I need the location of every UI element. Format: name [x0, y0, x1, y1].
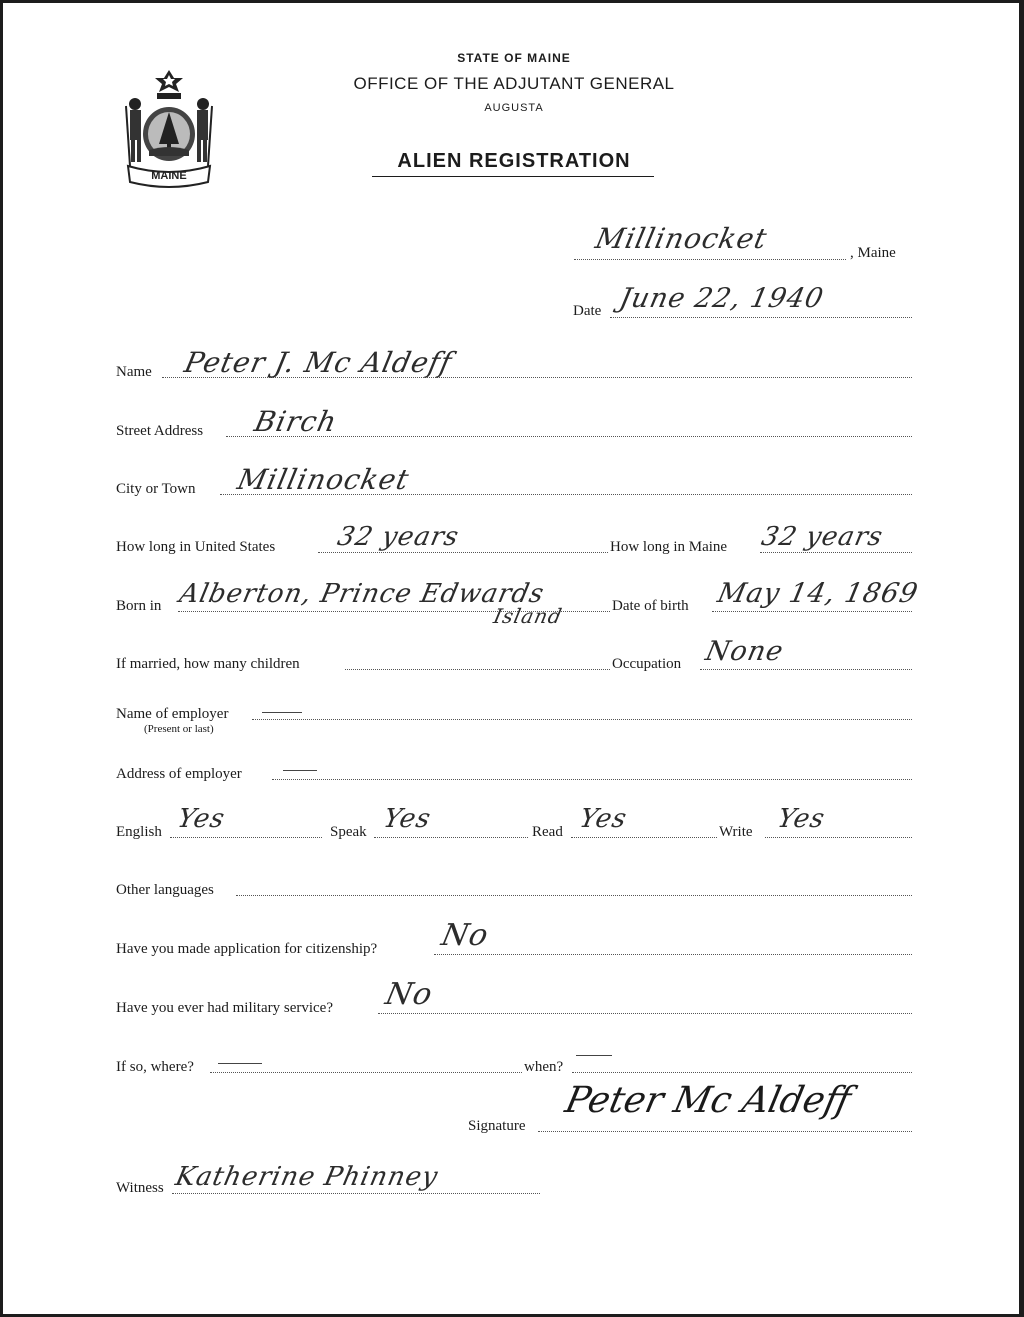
birth-date-field-line: [712, 611, 912, 612]
write-field-line: [765, 837, 912, 838]
name-value: Peter J. Mc Aldeff: [181, 346, 456, 379]
english-label: English: [116, 824, 162, 840]
speak-value: Yes: [380, 804, 434, 834]
employer-name-field-line: [252, 719, 912, 720]
name-label: Name: [116, 364, 152, 380]
title-underline: [372, 176, 654, 177]
where-field-line: [210, 1072, 522, 1073]
when-field-line: [572, 1072, 912, 1073]
maine-seal-icon: [116, 66, 222, 190]
english-field-line: [170, 837, 322, 838]
birth-date-label: Date of birth: [612, 598, 689, 614]
read-value: Yes: [576, 804, 630, 834]
write-value: Yes: [774, 804, 828, 834]
date-field-line: [610, 317, 912, 318]
born-in-value-line2: Island: [491, 604, 565, 628]
witness-value: Katherine Phinney: [172, 1162, 441, 1192]
born-in-value: Alberton, Prince Edwards: [176, 579, 548, 609]
witness-field-line: [172, 1193, 540, 1194]
speak-field-line: [374, 837, 528, 838]
english-value: Yes: [174, 804, 228, 834]
military-value: No: [382, 977, 437, 1012]
signature-field-line: [538, 1131, 912, 1132]
years-us-label: How long in United States: [116, 539, 276, 555]
occupation-value: None: [702, 636, 787, 667]
employer-name-sublabel: (Present or last): [144, 723, 214, 735]
header-city: AUGUSTA: [484, 102, 544, 114]
where-label: If so, where?: [116, 1059, 194, 1075]
citizenship-field-line: [434, 954, 912, 955]
years-us-value: 32 years: [334, 522, 462, 552]
header-state: STATE OF MAINE: [457, 51, 571, 65]
employer-address-field-line: [272, 779, 912, 780]
page-title: ALIEN REGISTRATION: [397, 150, 631, 172]
date-label: Date: [573, 303, 602, 319]
place-field-line: [574, 259, 846, 260]
when-label: when?: [524, 1059, 564, 1075]
birth-date-value: May 14, 1869: [714, 578, 922, 609]
occupation-field-line: [700, 669, 912, 670]
children-field-line: [345, 669, 610, 670]
when-dash: [576, 1055, 612, 1056]
other-languages-field-line: [236, 895, 912, 896]
employer-name-dash: [262, 712, 302, 713]
years-maine-label: How long in Maine: [610, 539, 728, 555]
street-address-value: Birch: [251, 405, 341, 438]
read-label: Read: [532, 824, 563, 840]
citizenship-label: Have you made application for citizenship?: [116, 941, 378, 957]
military-field-line: [378, 1013, 912, 1014]
employer-address-dash: [283, 770, 317, 771]
signature-label: Signature: [468, 1118, 526, 1134]
header-office: OFFICE OF THE ADJUTANT GENERAL: [353, 74, 675, 93]
seal-label: MAINE: [151, 170, 187, 182]
other-languages-label: Other languages: [116, 882, 214, 898]
city-label: City or Town: [116, 481, 196, 497]
citizenship-value: No: [438, 918, 493, 953]
street-address-label: Street Address: [116, 423, 204, 439]
years-maine-field-line: [760, 552, 912, 553]
witness-label: Witness: [116, 1180, 164, 1196]
signature-value: Peter Mc Aldeff: [561, 1080, 855, 1121]
speak-label: Speak: [330, 824, 367, 840]
years-us-field-line: [318, 552, 608, 553]
military-label: Have you ever had military service?: [116, 1000, 333, 1016]
employer-name-label: Name of employer: [116, 706, 229, 722]
write-label: Write: [719, 824, 753, 840]
occupation-label: Occupation: [612, 656, 682, 672]
read-field-line: [571, 837, 717, 838]
date-value: June 22, 1940: [616, 283, 827, 314]
employer-address-label: Address of employer: [116, 766, 242, 782]
place-suffix: , Maine: [850, 245, 896, 261]
children-label: If married, how many children: [116, 656, 300, 672]
place-value: Millinocket: [592, 222, 771, 255]
years-maine-value: 32 years: [758, 522, 886, 552]
where-dash: [218, 1063, 262, 1064]
city-value: Millinocket: [234, 463, 413, 496]
born-in-label: Born in: [116, 598, 162, 614]
